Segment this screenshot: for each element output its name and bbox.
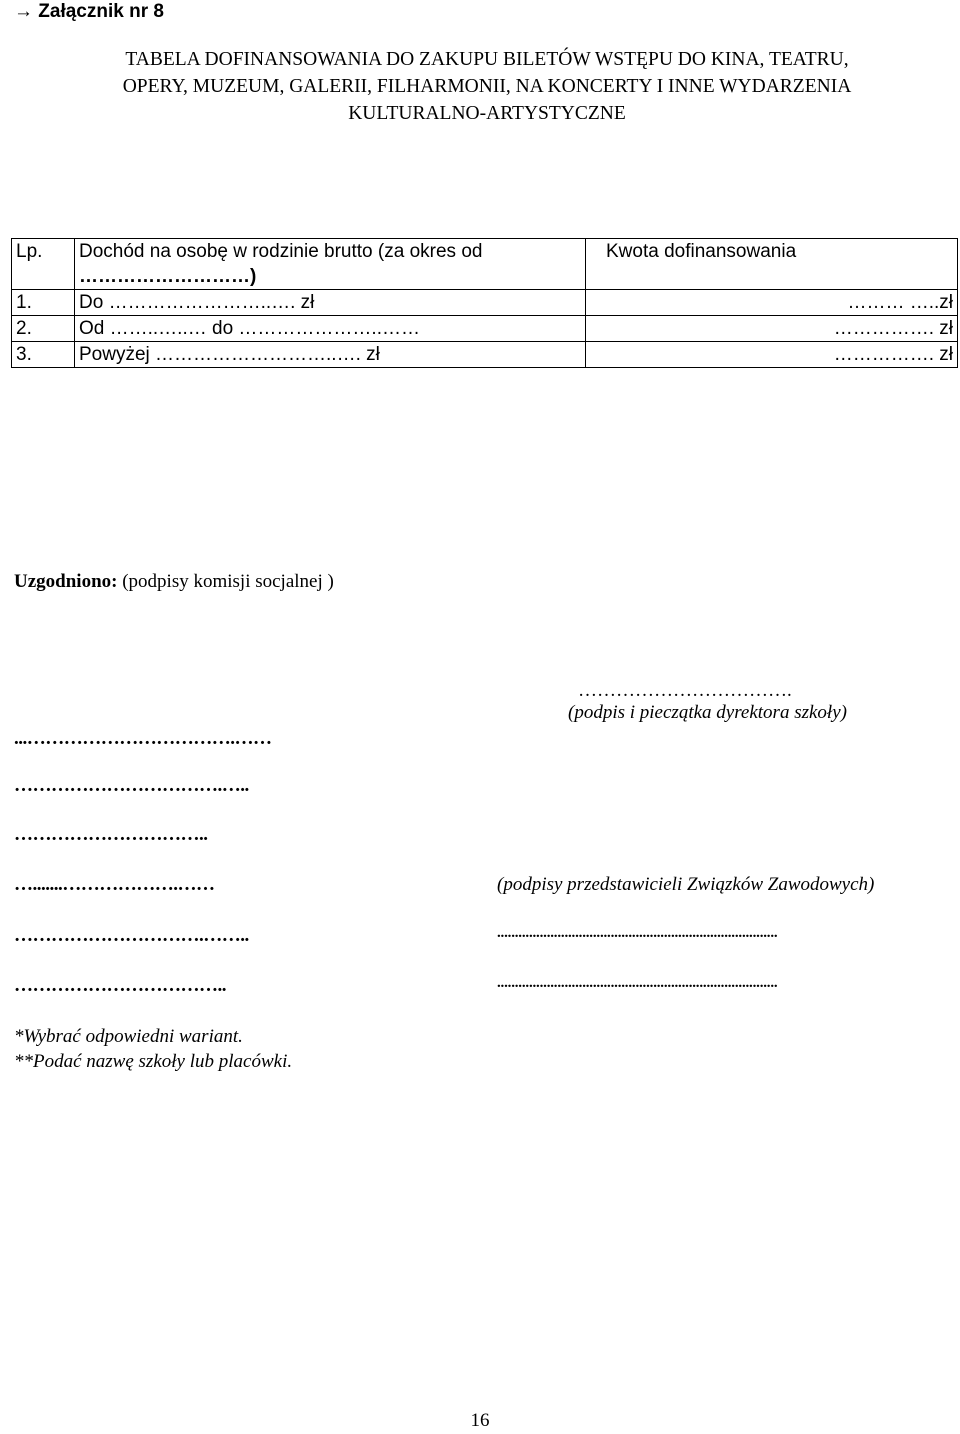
table-row (12, 290, 958, 316)
agreed-label: Uzgodniono: (14, 571, 118, 592)
header-income-period: ………………………) (79, 266, 257, 287)
row-income: Do ……………………..…. zł (75, 290, 586, 316)
title-line: OPERY, MUZEUM, GALERII, FILHARMONII, NA KONCERTY I INNE WYDARZENIA (122, 76, 852, 97)
page-number: 16 (470, 1410, 490, 1431)
committee-signature-line: ….......……………….…… (14, 874, 215, 895)
row-income: Od ……..…..… do …………………..…… (75, 316, 586, 342)
director-signature-dots: ……………………………. (578, 680, 792, 701)
row-lp: 3. (12, 342, 75, 368)
title-line: KULTURALNO-ARTYSTYCZNE (348, 103, 626, 124)
footnote: *Wybrać odpowiedni wariant. (14, 1026, 243, 1047)
row-amount: ……… …..zł (586, 290, 958, 316)
unions-signature-line: ............................................................................... (497, 925, 778, 941)
header-lp: Lp. (12, 239, 75, 290)
header-income (75, 239, 586, 290)
title-line: TABELA DOFINANSOWANIA DO ZAKUPU BILETÓW WSTĘPU DO KINA, TEATRU, (125, 49, 849, 70)
agreed-line (14, 571, 334, 593)
row-amount: ……………. zł (586, 316, 958, 342)
footnote: **Podać nazwę szkoły lub placówki. (14, 1051, 293, 1072)
table-header-row (12, 239, 958, 290)
header-amount: Kwota dofinansowania (586, 239, 958, 290)
attachment-label: → Załącznik nr 8 (14, 1, 164, 22)
row-lp: 2. (12, 316, 75, 342)
row-amount: ……………. zł (586, 342, 958, 368)
document-title (22, 46, 952, 127)
agreed-note: (podpisy komisji socjalnej ) (122, 571, 334, 592)
committee-signature-line: ...…………………………….…… (14, 728, 272, 749)
header-income-text: Dochód na osobę w rodzinie brutto (za okres od (79, 241, 483, 262)
table-row (12, 316, 958, 342)
committee-signature-line: …………………………….….. (14, 775, 249, 796)
row-income: Powyżej ………………………..…. zł (75, 342, 586, 368)
unions-signature-caption: (podpisy przedstawicieli Związków Zawodowych) (497, 874, 875, 895)
table-row (12, 342, 958, 368)
director-signature-caption: (podpis i pieczątka dyrektora szkoły) (568, 702, 847, 723)
unions-signature-line: ............................................................................... (497, 975, 778, 991)
row-lp: 1. (12, 290, 75, 316)
subsidy-table (11, 238, 958, 368)
committee-signature-line: ………………………….…….. (14, 925, 249, 946)
committee-signature-line: ………………………….. (14, 824, 208, 845)
committee-signature-line: …………………………….. (14, 975, 226, 996)
